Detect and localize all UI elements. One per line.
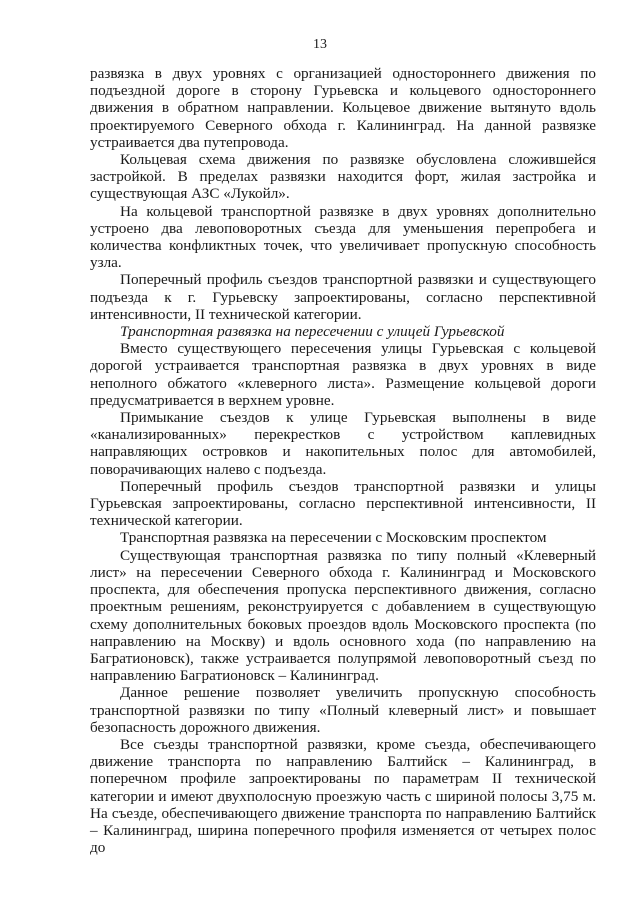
paragraph-cross-profile-gurievskaya: Поперечный профиль съездов транспортной развязки и улицы Гурьевская запроектированы, согласно перспективной интенсивности, II технической категории. xyxy=(90,477,596,530)
paragraph-left-turn-exits: На кольцевой транспортной развязке в двух уровнях дополнительно устроено два левоповоротных съезда для уменьшения перепробега и количества конфликтных точек, что увеличивает пропускную способность узла. xyxy=(90,202,596,272)
body-text xyxy=(90,65,596,856)
paragraph-interchange-gurievsk-end: развязка в двух уровнях с организацией одностороннего движения по подъездной дороге в сторону Гурьевска и кольцевого одностороннего движения в обратном направлении. Кольцевое движение вытянуто вдоль проектируемого Северного обхода г. Калининград. На данной развязке устраивается два путепровода. xyxy=(90,65,596,151)
paragraph-existing-cloverleaf: Существующая транспортная развязка по типу полный «Клеверный лист» на пересечении Северного обхода г. Калининград и Московского проспекта, для обеспечения пропуска перспективного движения, согласно проектным решениям, реконструируется с добавлением в существующую схему дополнительных боковых проездов вдоль Московского проспекта (по направлению на Москву) и вдоль основного хода (по направлению на Багратионовск), также устраивается полупрямой левоповоротный съезд по направлению Багратионовск – Калининград. xyxy=(90,546,596,685)
page-number: 13 xyxy=(313,37,327,52)
paragraph-cross-profile-gurievsk: Поперечный профиль съездов транспортной развязки и существующего подъезда к г. Гурьевску запроектированы, согласно перспективной интенсивности, II технической категории. xyxy=(90,271,596,323)
section-heading-gurievskaya: Транспортная развязка на пересечении с улицей Гурьевской xyxy=(120,323,505,341)
paragraph-cloverleaf-gurievskaya: Вместо существующего пересечения улицы Гурьевская с кольцевой дорогой устраивается транспортная развязка в двух уровнях в виде неполного обжатого «клеверного листа». Размещение кольцевой дороги предусматривается в верхнем уровне. xyxy=(90,340,596,409)
paragraph-capacity-increase: Данное решение позволяет увеличить пропускную способность транспортной развязки по типу «Полный клеверный лист» и повышает безопасность дорожного движения. xyxy=(90,684,596,736)
paragraph-exit-parameters: Все съезды транспортной развязки, кроме съезда, обеспечивающего движение транспорта по направлению Балтийск – Калининград, в поперечном профиле запроектированы по параметрам II технической категории и имеют двухполосную проезжую часть с шириной полосы 3,75 м. На съезде, обеспечивающего движение транспорта по направлению Балтийск – Калининград, ширина поперечного профиля изменяется от четырех полос до xyxy=(90,735,596,857)
paragraph-channelized-intersections: Примыкание съездов к улице Гурьевская выполнены в виде «канализированных» перекрестков с устройством каплевидных направляющих островков и накопительных полос для автомобилей, поворачивающих налево с подъезда. xyxy=(90,409,596,478)
paragraph-ring-scheme: Кольцевая схема движения по развязке обусловлена сложившейся застройкой. В пределах развязки находится форт, жилая застройка и существующая АЗС «Лукойл». xyxy=(90,151,596,203)
section-heading-moskovsky: Транспортная развязка на пересечении с Московским проспектом xyxy=(120,529,547,547)
